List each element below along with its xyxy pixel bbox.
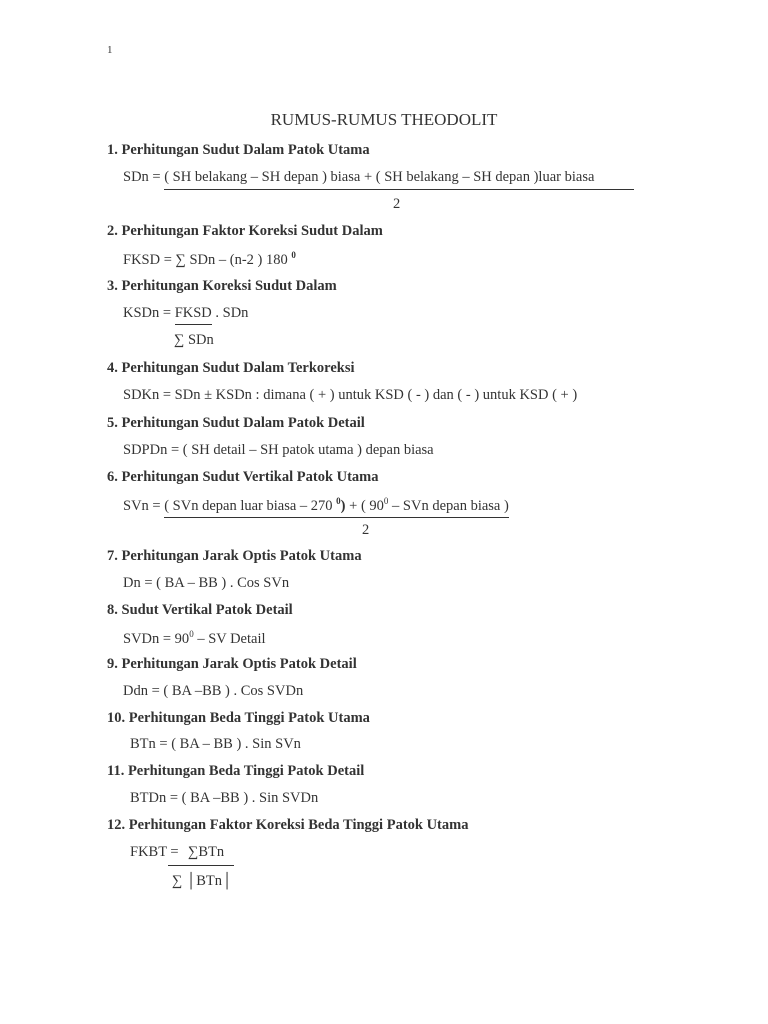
section-2-formula: FKSD = ∑ SDn – (n-2 ) 180 $^0$ (123, 250, 296, 268)
section-12-numerator: ∑BTn (188, 844, 225, 860)
section-10-formula: BTn = ( BA – BB ) . Sin SVn (130, 736, 301, 752)
section-6-formula: SVn = ( SVn depan luar biasa – 270 $^0$) + ( $90^0$ – SVn depan biasa ) (123, 496, 509, 515)
section-5-formula: SDPDn = ( SH detail – SH patok utama ) depan biasa (123, 442, 434, 458)
section-12-formula: FKBT = (130, 844, 179, 860)
section-12-denominator: ∑ │BTn│ (172, 873, 233, 889)
section-4-formula: SDKn = SDn ± KSDn : dimana ( + ) untuk KSD ( - ) dan ( - ) untuk KSD ( + ) (123, 387, 578, 403)
section-12-fraction-bar (168, 865, 234, 866)
section-9-heading: 9. Perhitungan Jarak Optis Patok Detail (107, 656, 357, 672)
section-7-formula: Dn = ( BA – BB ) . Cos SVn (123, 575, 290, 591)
section-1-heading: 1. Perhitungan Sudut Dalam Patok Utama (107, 142, 370, 158)
section-7-heading: 7. Perhitungan Jarak Optis Patok Utama (107, 548, 362, 564)
document-title: RUMUS-RUMUS THEODOLIT (270, 110, 498, 129)
section-3-formula: KSDn = FKSD . SDn (123, 305, 248, 322)
section-8-heading: 8. Sudut Vertikal Patok Detail (107, 602, 293, 618)
section-3-numerator: FKSD (175, 305, 212, 325)
section-6-heading: 6. Perhitungan Sudut Vertikal Patok Utama (107, 469, 379, 485)
section-9-formula: Ddn = ( BA –BB ) . Cos SVDn (123, 683, 304, 699)
section-5-heading: 5. Perhitungan Sudut Dalam Patok Detail (107, 415, 365, 431)
section-11-heading: 11. Perhitungan Beda Tinggi Patok Detail (107, 763, 365, 779)
section-6-denominator: 2 (362, 522, 370, 538)
section-11-formula: BTDn = ( BA –BB ) . Sin SVDn (130, 790, 319, 806)
section-10-heading: 10. Perhitungan Beda Tinggi Patok Utama (107, 710, 370, 726)
section-4-heading: 4. Perhitungan Sudut Dalam Terkoreksi (107, 360, 355, 376)
section-1-denominator: 2 (393, 196, 401, 212)
page-number: 1 (107, 44, 113, 56)
section-1-formula: SDn = ( SH belakang – SH depan ) biasa + ( SH belakang – SH depan )luar biasa (123, 169, 595, 185)
section-8-formula: SVDn = $90^0$ – SV Detail (123, 629, 266, 647)
section-12-heading: 12. Perhitungan Faktor Koreksi Beda Tinggi Patok Utama (107, 817, 469, 833)
section-3-denominator: ∑ SDn (174, 332, 214, 348)
section-1-fraction-bar (164, 189, 634, 190)
section-3-heading: 3. Perhitungan Koreksi Sudut Dalam (107, 278, 337, 294)
section-2-heading: 2. Perhitungan Faktor Koreksi Sudut Dalam (107, 223, 383, 239)
